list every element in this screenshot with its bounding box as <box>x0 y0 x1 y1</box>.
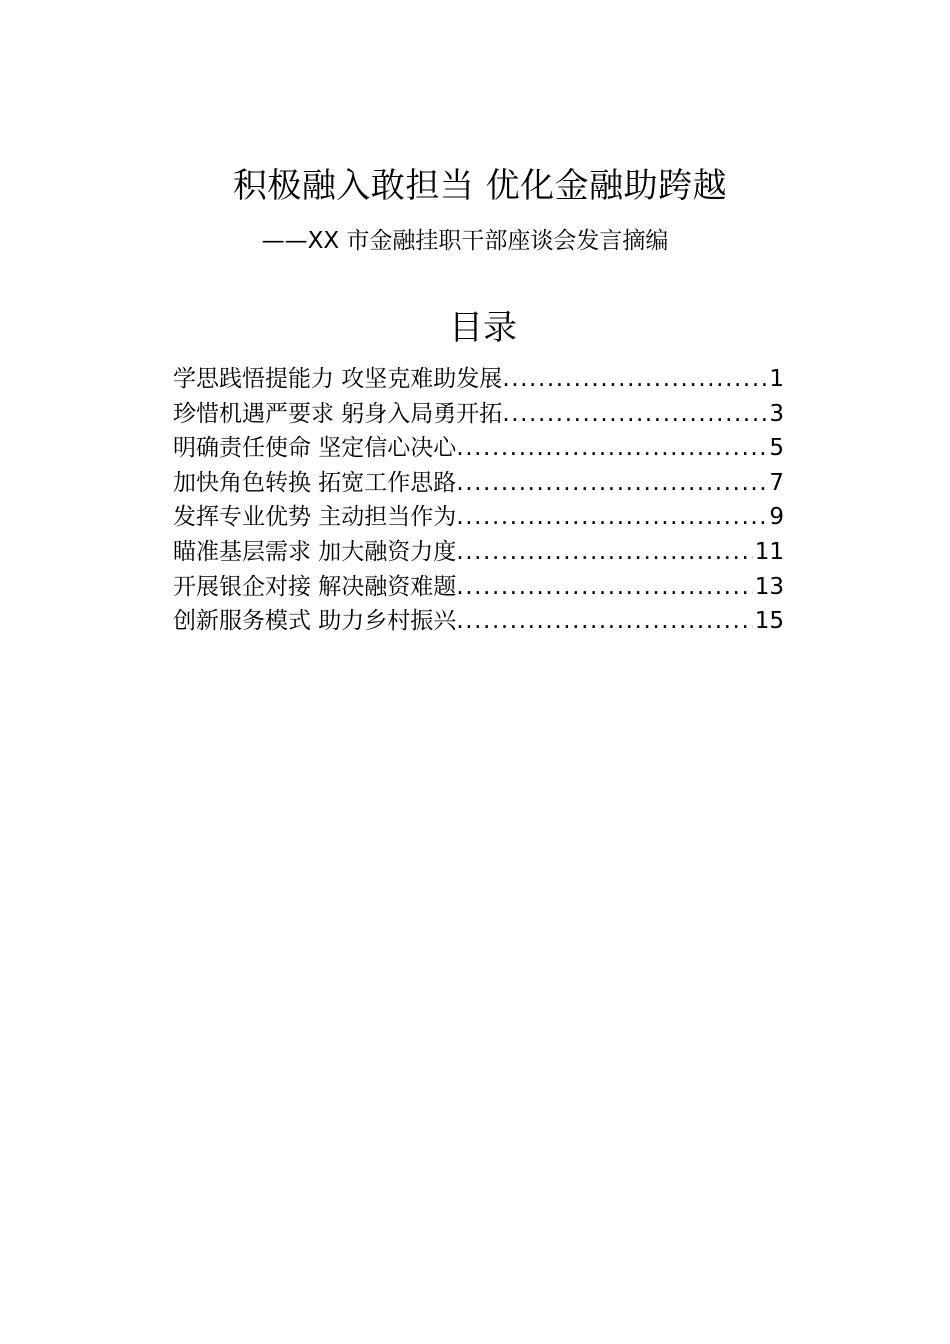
toc-entry[interactable] <box>173 362 784 397</box>
toc-entry[interactable] <box>173 466 784 501</box>
toc-heading: 目录 <box>449 308 517 348</box>
toc-entry-title: 学思践悟提能力 攻坚克难助发展 <box>173 366 503 392</box>
document-subtitle: ——XX 市金融挂职干部座谈会发言摘编 <box>261 228 669 254</box>
document-title: 积极融入敢担当 优化金融助跨越 <box>232 166 728 206</box>
toc-dot-leader <box>456 604 752 639</box>
toc-entry-title: 加快角色转换 拓宽工作思路 <box>173 469 457 496</box>
toc-entry-page: 13 <box>754 573 784 600</box>
toc-dot-leader <box>502 397 767 432</box>
toc-entry-page: 11 <box>754 538 784 565</box>
toc-dot-leader <box>456 431 767 466</box>
toc-entry-title: 瞄准基层需求 加大融资力度 <box>173 538 457 565</box>
toc-entry-page: 15 <box>754 608 784 635</box>
toc-entry-title: 珍惜机遇严要求 躬身入局勇开拓 <box>173 400 503 427</box>
table-of-contents <box>173 362 784 639</box>
toc-entry[interactable] <box>173 397 784 432</box>
toc-dot-leader <box>456 535 752 570</box>
toc-dot-leader <box>456 570 752 605</box>
toc-entry[interactable] <box>173 535 784 570</box>
toc-entry-page: 1 <box>769 366 784 392</box>
toc-entry-page: 3 <box>769 400 784 427</box>
toc-dot-leader <box>502 362 767 397</box>
toc-entry[interactable] <box>173 431 784 466</box>
toc-entry[interactable] <box>173 604 784 639</box>
toc-entry[interactable] <box>173 570 784 605</box>
toc-entry[interactable] <box>173 500 784 535</box>
toc-entry-title: 开展银企对接 解决融资难题 <box>173 573 457 600</box>
toc-dot-leader <box>456 500 767 535</box>
toc-dot-leader <box>456 466 767 501</box>
toc-entry-page: 5 <box>769 435 784 462</box>
toc-entry-title: 发挥专业优势 主动担当作为 <box>173 504 457 531</box>
toc-entry-page: 9 <box>769 504 784 531</box>
toc-entry-page: 7 <box>769 469 784 496</box>
toc-entry-title: 创新服务模式 助力乡村振兴 <box>173 608 457 635</box>
toc-entry-title: 明确责任使命 坚定信心决心 <box>173 435 457 462</box>
